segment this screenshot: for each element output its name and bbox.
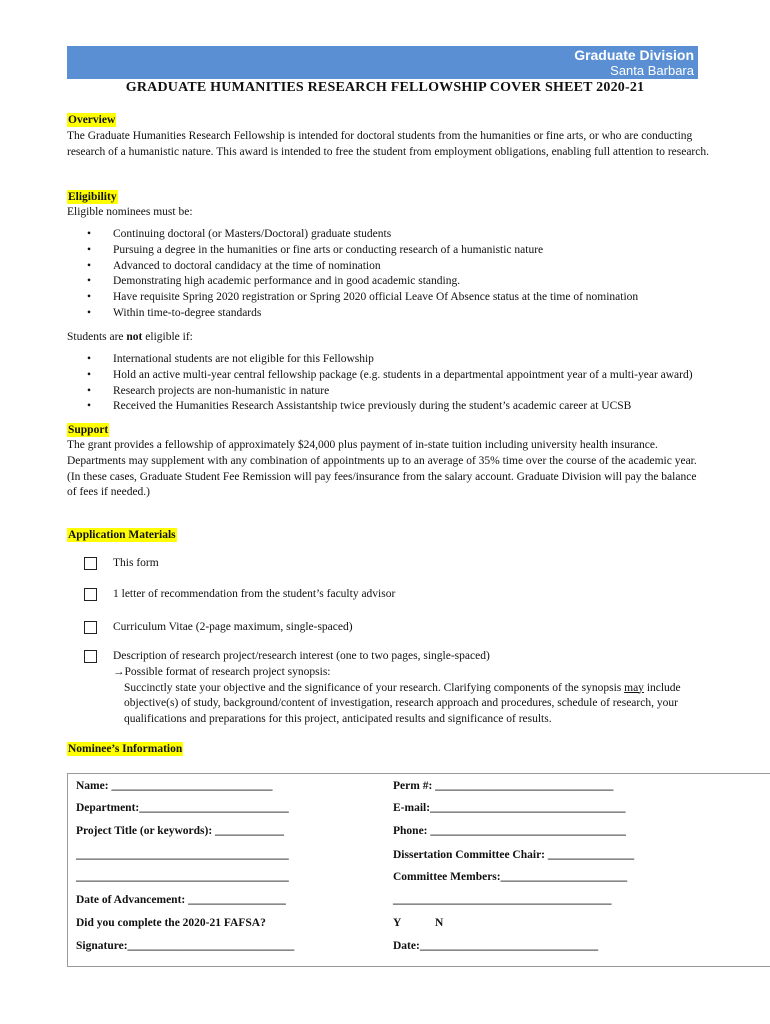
list-item: • Received the Humanities Research Assistantship twice previously during the student’s academic career at UCSB [87, 399, 767, 415]
checkbox[interactable] [84, 621, 97, 634]
project-title-continued-field[interactable]: _____________________________________ [76, 849, 289, 861]
phone-field[interactable]: Phone: __________________________________ [393, 825, 626, 837]
synopsis-label: →Possible format of research project synopsis: [113, 666, 331, 678]
date-field[interactable]: Date:_______________________________ [393, 940, 599, 952]
fafsa-question: Did you complete the 2020-21 FAFSA? [76, 917, 266, 929]
material-label: Description of research project/research interest (one to two pages, single-spaced) [113, 650, 490, 662]
materials-heading: Application Materials [68, 529, 176, 541]
synopsis-description [113, 681, 713, 728]
header-banner [67, 46, 698, 79]
checkbox[interactable] [84, 588, 97, 601]
list-item: • Hold an active multi-year central fellowship package (e.g. students in a departmental appointment year of a multi-year award) [87, 368, 767, 384]
list-item: • Have requisite Spring 2020 registration or Spring 2020 official Leave Of Absence status at the time of nomination [87, 290, 767, 306]
not-eligible-intro-bold: not [126, 331, 143, 343]
project-title-field[interactable]: Project Title (or keywords): ____________ [76, 825, 285, 837]
overview-text: The Graduate Humanities Research Fellowship is intended for doctoral students from the humanities or fine arts, or who are conducting research of a humanistic nature. This award is intended to free the student from employment obligations, enabling full attention to research. [67, 130, 709, 158]
synopsis-pre: Succinctly state your objective and the significance of your research. Clarifying components of the synopsis [124, 681, 625, 694]
email-field[interactable]: E-mail:__________________________________ [393, 802, 626, 814]
project-title-continued-field-2[interactable]: _____________________________________ [76, 871, 289, 883]
eligibility-heading: Eligibility [68, 191, 117, 203]
list-item: • Continuing doctoral (or Masters/Doctoral) graduate students [87, 227, 767, 243]
list-item: • Research projects are non-humanistic in nature [87, 384, 767, 400]
checkbox[interactable] [84, 557, 97, 570]
name-field[interactable]: Name: ____________________________ [76, 780, 273, 792]
overview-heading: Overview [68, 114, 116, 126]
eligibility-list [87, 227, 767, 322]
org-campus: Santa Barbara [610, 63, 694, 78]
material-label: Curriculum Vitae (2-page maximum, single-spaced) [113, 621, 353, 633]
material-label: This form [113, 557, 159, 569]
synopsis-block [113, 665, 713, 727]
committee-members-field[interactable]: Committee Members:______________________ [393, 871, 628, 883]
synopsis-post: include objective(s) of study, background/content of investigation, research approach and procedures, schedule of research, your qualifications and preparations for this project, anticipated results and significance of results. [124, 681, 681, 725]
not-eligible-intro [67, 330, 727, 346]
support-heading: Support [68, 424, 109, 436]
advancement-date-field[interactable]: Date of Advancement: _________________ [76, 894, 286, 906]
signature-field[interactable]: Signature:_____________________________ [76, 940, 295, 952]
list-item: • Pursuing a degree in the humanities or fine arts or conducting research of a humanistic nature [87, 243, 767, 259]
synopsis-may: may [624, 681, 644, 694]
not-eligible-intro-pre: Students are [67, 331, 127, 343]
list-item: • Demonstrating high academic performance and in good academic standing. [87, 274, 767, 290]
fafsa-no-option[interactable]: N [435, 917, 444, 929]
support-text: The grant provides a fellowship of approximately $24,000 plus payment of in-state tuition including university health insurance. Departments may supplement with any combination of appointments up to an average of 35% time over the course of the academic year. (In these cases, Graduate Student Fee Remission will pay fees/insurance from the salary account. Graduate Division will pay the balance of fees if needed.) [67, 439, 697, 499]
list-item: • International students are not eligible for this Fellowship [87, 352, 767, 368]
nominee-heading: Nominee’s Information [68, 743, 183, 755]
perm-number-field[interactable]: Perm #: _______________________________ [393, 780, 614, 792]
committee-chair-field[interactable]: Dissertation Committee Chair: _______________ [393, 849, 635, 861]
not-eligible-intro-post: eligible if: [142, 331, 193, 343]
fafsa-yes-option[interactable]: Y [393, 917, 402, 929]
list-item: • Advanced to doctoral candidacy at the time of nomination [87, 259, 767, 275]
department-field[interactable]: Department:__________________________ [76, 802, 289, 814]
material-label: 1 letter of recommendation from the student’s faculty advisor [113, 588, 396, 600]
document-title: GRADUATE HUMANITIES RESEARCH FELLOWSHIP COVER SHEET 2020-21 [125, 80, 645, 95]
org-name: Graduate Division [574, 47, 694, 63]
not-eligible-list [87, 352, 767, 415]
checkbox[interactable] [84, 650, 97, 663]
committee-members-continued-field[interactable]: ______________________________________ [393, 894, 612, 906]
eligibility-intro: Eligible nominees must be: [67, 206, 193, 218]
list-item: • Within time-to-degree standards [87, 306, 767, 322]
